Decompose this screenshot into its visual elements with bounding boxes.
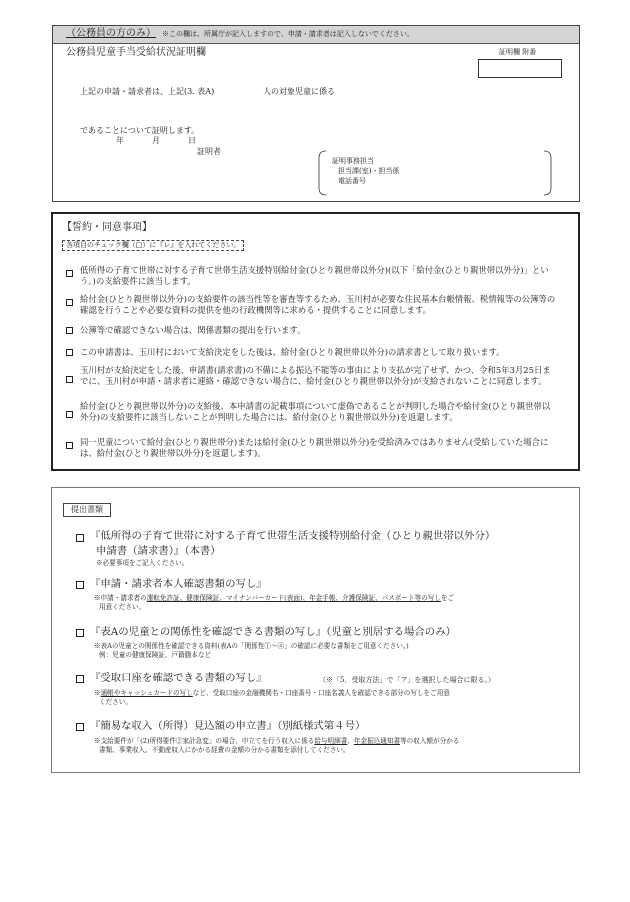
doc-item-2-note-line2: 用意ください。 <box>99 603 146 611</box>
doc-checkbox-3[interactable] <box>76 629 84 637</box>
doc-item-4-note-suffix: など、受取口座の金融機関名・口座番号・口座名義人を確認できる部分の写しをご用意 <box>192 689 450 697</box>
cert-number-field[interactable] <box>478 59 562 78</box>
doc-item-5-note-ul2: 年金振込通知書 <box>353 737 401 745</box>
docs-title: 提出書類 <box>63 503 111 517</box>
date-month-label: 月 <box>152 136 160 145</box>
oath-item-5: 玉川村が支給決定をした後、申請書(請求書)の不備による振込不能等の事由により支払が完了せず、かつ、令和5年3月25日までに、玉川村が申請・請求者に連絡・確認できない場合に、給付金(ひとり親世帯以外分)が支給されないことに同意します。 <box>80 365 551 386</box>
oath-checkbox-4[interactable] <box>66 349 73 356</box>
oath-item-2: 給付金(ひとり親世帯以外分)の支給要件の該当性等を審査等するため、玉川村が必要な住民基本台帳情報、税情報等の公簿等の確認を行うことや必要な資料の提供を他の行政機関等に求める・提供することに同意します。 <box>80 294 556 315</box>
contact-title: 証明事務担当 <box>332 157 374 165</box>
doc-checkbox-5[interactable] <box>76 723 84 731</box>
doc-item-2-note-ul: 運転免許証、健康保険証、マイナンバーカード(表面)、年金手帳、介護保険証、パスポート等の写し <box>146 594 441 602</box>
oath-item-1: 低所得の子育て世帯に対する子育て世帯生活支援特別給付金(ひとり親世帯以外分)(以下「給付金(ひとり親世帯以外分)」という。)の支給要件に該当します。 <box>80 265 549 286</box>
doc-item-4-note-prefix: ※ <box>94 689 101 697</box>
date-year-label: 年 <box>116 136 124 145</box>
official-header-label: （公務員の方のみ） <box>66 28 156 39</box>
oath-instruction: 各項目のチェック欄（□）に『レ』を入れてください。 <box>62 240 244 251</box>
date-day-label: 日 <box>188 136 196 145</box>
doc-checkbox-4[interactable] <box>76 675 84 683</box>
doc-item-4-note-ul: 通帳やキャッシュカードの写し <box>100 689 193 697</box>
doc-item-1-title-b: 申請書（請求書）』（本書） <box>96 545 221 557</box>
doc-item-2-note <box>94 594 570 603</box>
certifier-label: 証明者 <box>197 147 221 156</box>
doc-checkbox-1[interactable] <box>76 534 84 542</box>
child-count-field[interactable] <box>215 84 257 98</box>
doc-item-2-note-prefix: ※申請・請求者の <box>94 594 147 602</box>
official-header-note: ※この欄は、所属庁が記入しますので、申請・請求者は記入しないでください。 <box>162 30 414 38</box>
doc-item-5-note-suffix: 等の収入額が分かる <box>400 737 460 745</box>
doc-item-3-title: 『表Aの児童との関係性を確認できる書類の写し』（児童と別居する場合のみ） <box>90 626 456 638</box>
oath-checkbox-6[interactable] <box>66 411 73 418</box>
doc-item-4-aside: （※「5．受取方法」で「ア」を選択した場合に限る。） <box>319 676 495 684</box>
doc-item-1-title-a: 『低所得の子育て世帯に対する子育て世帯生活支援特別給付金（ひとり親世帯以外分） <box>90 530 496 542</box>
contact-dept: 担当課(室)・担当係 <box>338 167 400 175</box>
official-section-title: 公務員児童手当受給状況証明欄 <box>66 47 206 58</box>
cert-line-2: であることについて証明します。 <box>80 126 200 135</box>
oath-checkbox-1[interactable] <box>66 270 73 277</box>
doc-item-5-note <box>94 737 570 746</box>
doc-item-5-note-prefix: ※支給要件が「(2)所得要件②家計急変」の場合、申立てを行う収入に係る <box>94 737 315 745</box>
doc-item-4-title: 『受取口座を確認できる書類の写し』 <box>90 672 267 684</box>
doc-item-2-note-suffix: をご <box>440 594 455 602</box>
oath-item-3: 公簿等で確認できない場合は、関係書類の提出を行います。 <box>80 325 306 335</box>
oath-checkbox-2[interactable] <box>66 299 73 306</box>
oath-item-6: 給付金(ひとり親世帯以外分)の支給後、本申請書の記載事項について虚偽であることが判明した場合や給付金(ひとり親世帯以外分)の支給要件に該当しないことが判明した場合には、給付金(ひとり親世帯以外分)を返還します。 <box>80 401 551 422</box>
doc-item-4-note <box>94 689 570 698</box>
doc-item-4-note-line2: ください。 <box>99 698 132 706</box>
doc-item-2-title: 『申請・請求者本人確認書類の写し』 <box>90 578 267 590</box>
doc-item-5-note-mid: 、 <box>347 737 354 745</box>
doc-item-5-note-ul1: 給与明細書 <box>314 737 348 745</box>
cert-line-1a: 上記の申請・請求者は、上記(3. 表A) <box>80 87 215 96</box>
cert-number-label: 証明欄 附番 <box>499 48 537 56</box>
oath-item-7: 同一児童について給付金(ひとり親世帯分)または給付金(ひとり親世帯以外分)を受給済みではありません(受給していた場合には、給付金(ひとり親世帯以外分)を返還します)。 <box>80 437 549 458</box>
doc-item-1-note: ※必要事項をご記入ください。 <box>96 559 189 567</box>
doc-item-3-note: ※表Aの児童との関係性を確認できる資料(表Aの「関係性①～④」の確認に必要な書類をご用意ください。) <box>94 642 409 650</box>
oath-checkbox-3[interactable] <box>66 327 73 334</box>
doc-item-3-note-line2: 例：児童の健康保険証、戸籍謄本など <box>99 651 212 659</box>
oath-checkbox-5[interactable] <box>66 376 73 383</box>
doc-checkbox-2[interactable] <box>76 581 84 589</box>
doc-item-5-title: 『簡易な収入（所得）見込額の申立書』（別紙様式第４号） <box>90 720 366 732</box>
doc-item-5-note-line2: 書類、事業収入、不動産収入にかかる経費の金額の分かる書類を添付してください。 <box>99 746 350 754</box>
contact-phone: 電話番号 <box>338 177 366 185</box>
oath-item-4: この申請書は、玉川村において支給決定をした後は、給付金(ひとり親世帯以外分)の請求書として取り扱います。 <box>80 347 505 357</box>
oath-title: 【誓約・同意事項】 <box>62 222 152 233</box>
cert-line-1b: 人の対象児童に係る <box>263 87 335 96</box>
oath-checkbox-7[interactable] <box>66 442 73 449</box>
